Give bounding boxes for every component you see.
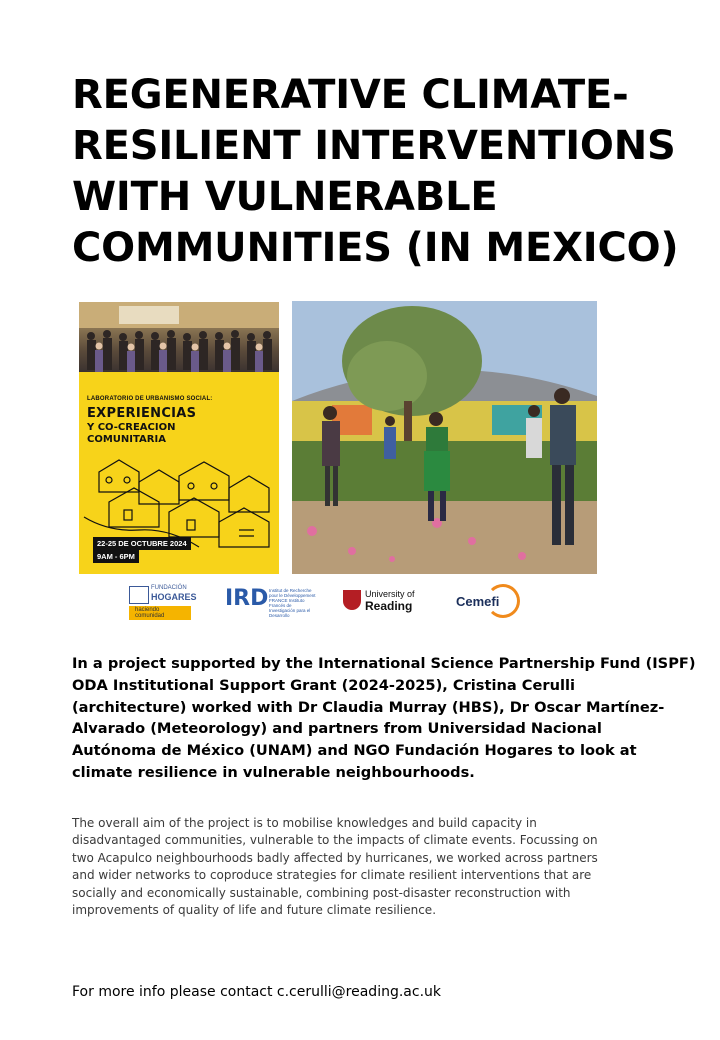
logo-text: University of	[365, 589, 415, 599]
logo-text: Reading	[365, 599, 413, 613]
body-line: and wider networks to coproduce strategies for climate resilient interventions that are	[72, 868, 592, 883]
poster-body	[79, 372, 279, 574]
event-poster-image	[79, 302, 279, 574]
page-title	[72, 70, 692, 274]
house-icon	[129, 586, 149, 604]
poster-date: 22-25 DE OCTUBRE 2024	[93, 537, 191, 550]
logo-text: Institut de Recherche pour le Développement FRANCE Instituto Francés de Investigación para el Desarrollo	[269, 588, 316, 618]
lead-line: Alvarado (Meteorology) and partners from Universidad Nacional	[72, 720, 602, 738]
poster-hours: 9AM - 6PM	[93, 550, 139, 563]
group-people-illustration	[79, 302, 279, 372]
body-line: The overall aim of the project is to mobilise knowledges and build capacity in	[72, 816, 537, 830]
poster-subheading: COMUNITARIA	[87, 434, 166, 445]
lead-line: ODA Institutional Support Grant (2024-2025), Cristina Cerulli	[72, 676, 575, 694]
partner-logos-strip	[79, 578, 597, 622]
logo-text: FUNDACIÓN	[151, 585, 187, 591]
body-line: improvements of quality of life and future climate resilience.	[72, 903, 437, 918]
logo-text: IRD	[225, 586, 269, 611]
university-of-reading-logo	[343, 584, 433, 616]
poster-subheading: Y CO-CREACION	[87, 422, 176, 433]
logo-tagline: haciendo comunidad	[129, 606, 191, 620]
garden-scene-illustration	[292, 301, 597, 574]
fundacion-hogares-logo	[129, 584, 197, 619]
body-line: socially and economically sustainable, combining post-disaster reconstruction with	[72, 885, 571, 900]
logo-text: HOGARES	[151, 592, 197, 602]
cemefi-logo	[456, 584, 526, 616]
group-photo	[79, 302, 279, 372]
lead-paragraph	[72, 653, 696, 784]
poster-lab-label: LABORATORIO DE URBANISMO SOCIAL:	[87, 396, 213, 402]
title-line: WITH VULNERABLE	[72, 174, 498, 220]
shield-icon	[343, 590, 361, 610]
lead-line: In a project supported by the International Science Partnership Fund (ISPF)	[72, 655, 696, 672]
body-line: disadvantaged communities, vulnerable to the impacts of climate events. Focussing on	[72, 833, 598, 848]
logo-text: Cemefi	[456, 594, 500, 609]
ring-icon	[486, 584, 520, 618]
community-garden-photo	[292, 301, 597, 574]
ird-logo	[225, 584, 315, 616]
lead-line: Autónoma de México (UNAM) and NGO Fundación Hogares to look at	[72, 742, 637, 760]
poster-heading: EXPERIENCIAS	[87, 406, 197, 421]
body-line: two Acapulco neighbourhoods badly affected by hurricanes, we worked across partners	[72, 850, 598, 865]
lead-line: (architecture) worked with Dr Claudia Murray (HBS), Dr Oscar Martínez-	[72, 698, 665, 716]
contact-info: For more info please contact c.cerulli@reading.ac.uk	[72, 984, 442, 1000]
title-line: COMMUNITIES (IN MEXICO)	[72, 225, 679, 271]
title-line: REGENERATIVE CLIMATE-	[72, 72, 629, 118]
lead-line: climate resilience in vulnerable neighbourhoods.	[72, 763, 475, 781]
title-line: RESILIENT INTERVENTIONS	[72, 123, 676, 169]
body-paragraph	[72, 815, 672, 919]
